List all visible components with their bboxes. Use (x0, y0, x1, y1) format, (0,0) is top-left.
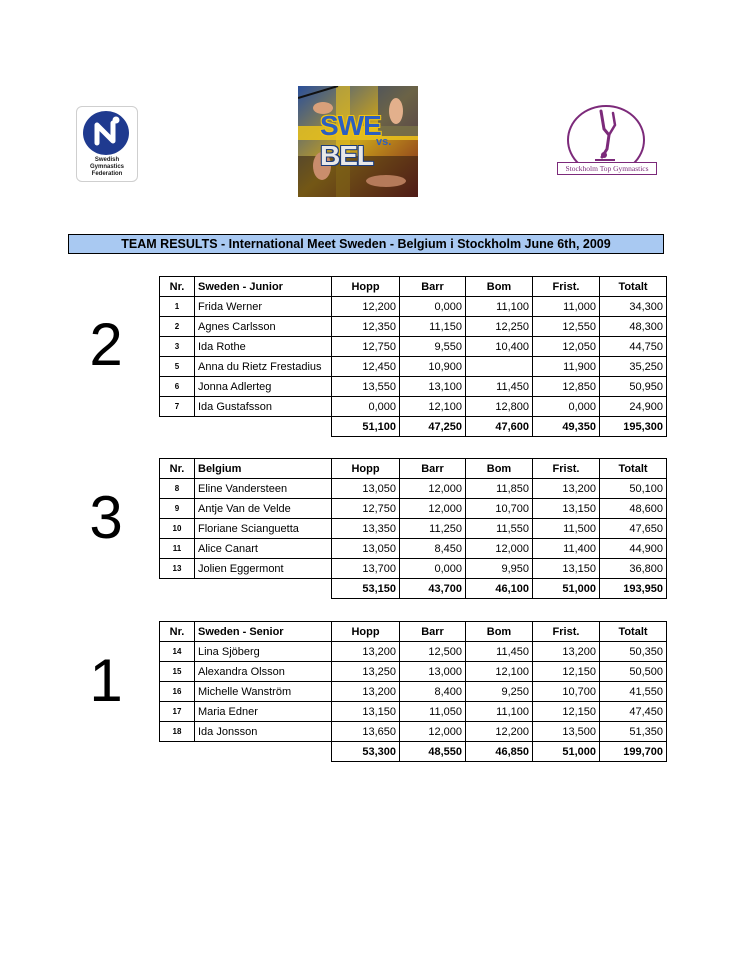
table-row (160, 337, 667, 357)
col-hopp: Hopp (332, 459, 400, 479)
cell-totalt: 50,950 (600, 377, 667, 397)
col-totalt: Totalt (600, 277, 667, 297)
cell-name: Alice Canart (195, 539, 332, 559)
table-header (160, 277, 667, 297)
total-totalt: 193,950 (600, 579, 667, 599)
swe-vs-bel-poster (298, 86, 418, 197)
cell-bom: 11,100 (466, 297, 533, 317)
table-row (160, 539, 667, 559)
cell-frist: 11,000 (533, 297, 600, 317)
table-row (160, 357, 667, 377)
total-hopp: 53,300 (332, 742, 400, 762)
cell-frist: 12,050 (533, 337, 600, 357)
cell-bom: 11,550 (466, 519, 533, 539)
total-hopp: 53,150 (332, 579, 400, 599)
total-bom: 47,600 (466, 417, 533, 437)
cell-totalt: 51,350 (600, 722, 667, 742)
results-table (159, 276, 667, 437)
cell-name: Ida Gustafsson (195, 397, 332, 417)
col-totalt: Totalt (600, 459, 667, 479)
cell-hopp: 13,050 (332, 479, 400, 499)
cell-name: Antje Van de Velde (195, 499, 332, 519)
cell-hopp: 0,000 (332, 397, 400, 417)
cell-hopp: 13,250 (332, 662, 400, 682)
cell-nr: 18 (160, 722, 195, 742)
cell-hopp: 12,350 (332, 317, 400, 337)
poster-swe-text: SWE (320, 110, 381, 141)
cell-bom: 11,100 (466, 702, 533, 722)
cell-hopp: 12,750 (332, 337, 400, 357)
total-barr: 43,700 (400, 579, 466, 599)
cell-totalt: 47,650 (600, 519, 667, 539)
table-row (160, 397, 667, 417)
cell-frist: 13,200 (533, 479, 600, 499)
cell-frist: 10,700 (533, 682, 600, 702)
cell-frist: 13,150 (533, 499, 600, 519)
cell-hopp: 13,200 (332, 642, 400, 662)
col-nr: Nr. (160, 622, 195, 642)
cell-frist: 12,850 (533, 377, 600, 397)
team-name: Sweden - Junior (195, 277, 332, 297)
logo-text-line2: Gymnastics (89, 164, 125, 170)
col-hopp: Hopp (332, 622, 400, 642)
team-name: Sweden - Senior (195, 622, 332, 642)
total-frist: 51,000 (533, 742, 600, 762)
stockholm-top-gymnastics-logo (557, 105, 657, 177)
total-hopp: 51,100 (332, 417, 400, 437)
col-hopp: Hopp (332, 277, 400, 297)
cell-name: Alexandra Olsson (195, 662, 332, 682)
cell-totalt: 48,600 (600, 499, 667, 519)
cell-totalt: 41,550 (600, 682, 667, 702)
cell-barr: 11,250 (400, 519, 466, 539)
table-row (160, 499, 667, 519)
table-row (160, 519, 667, 539)
cell-frist: 12,150 (533, 702, 600, 722)
table-row (160, 642, 667, 662)
cell-name: Floriane Scianguetta (195, 519, 332, 539)
cell-bom: 12,100 (466, 662, 533, 682)
cell-bom: 11,850 (466, 479, 533, 499)
results-table (159, 458, 667, 599)
cell-barr: 0,000 (400, 559, 466, 579)
cell-barr: 12,000 (400, 722, 466, 742)
cell-barr: 13,000 (400, 662, 466, 682)
cell-bom: 12,250 (466, 317, 533, 337)
results-table (159, 621, 667, 762)
poster-bel-text: BEL (320, 140, 373, 171)
cell-totalt: 44,900 (600, 539, 667, 559)
cell-barr: 9,550 (400, 337, 466, 357)
col-nr: Nr. (160, 459, 195, 479)
poster-vs-text: vs. (376, 136, 392, 148)
cell-nr: 8 (160, 479, 195, 499)
col-barr: Barr (400, 622, 466, 642)
cell-barr: 11,050 (400, 702, 466, 722)
cell-nr: 17 (160, 702, 195, 722)
cell-nr: 10 (160, 519, 195, 539)
cell-barr: 13,100 (400, 377, 466, 397)
cell-nr: 6 (160, 377, 195, 397)
col-nr: Nr. (160, 277, 195, 297)
table-row (160, 317, 667, 337)
col-barr: Barr (400, 459, 466, 479)
cell-bom: 10,400 (466, 337, 533, 357)
cell-barr: 12,000 (400, 479, 466, 499)
col-frist: Frist. (533, 459, 600, 479)
total-totalt: 199,700 (600, 742, 667, 762)
cell-barr: 11,150 (400, 317, 466, 337)
cell-bom: 9,950 (466, 559, 533, 579)
cell-totalt: 50,350 (600, 642, 667, 662)
table-row (160, 377, 667, 397)
cell-hopp: 13,150 (332, 702, 400, 722)
totals-row (160, 417, 667, 437)
table-row (160, 702, 667, 722)
cell-barr: 0,000 (400, 297, 466, 317)
cell-nr: 3 (160, 337, 195, 357)
cell-hopp: 13,550 (332, 377, 400, 397)
cell-name: Frida Werner (195, 297, 332, 317)
team-name: Belgium (195, 459, 332, 479)
cell-frist: 11,500 (533, 519, 600, 539)
cell-nr: 14 (160, 642, 195, 662)
cell-frist: 11,900 (533, 357, 600, 377)
cell-bom: 9,250 (466, 682, 533, 702)
team-rank: 1 (89, 647, 123, 714)
cell-nr: 16 (160, 682, 195, 702)
cell-hopp: 13,700 (332, 559, 400, 579)
table-row (160, 682, 667, 702)
cell-name: Anna du Rietz Frestadius (195, 357, 332, 377)
total-frist: 51,000 (533, 579, 600, 599)
cell-hopp: 13,350 (332, 519, 400, 539)
cell-frist: 13,200 (533, 642, 600, 662)
logo-text-line3: Federation (91, 171, 123, 177)
total-bom: 46,850 (466, 742, 533, 762)
cell-frist: 12,550 (533, 317, 600, 337)
cell-barr: 12,000 (400, 499, 466, 519)
cell-totalt: 47,450 (600, 702, 667, 722)
cell-frist: 12,150 (533, 662, 600, 682)
logo-emblem (83, 111, 129, 155)
cell-nr: 13 (160, 559, 195, 579)
total-barr: 48,550 (400, 742, 466, 762)
cell-barr: 12,500 (400, 642, 466, 662)
cell-totalt: 35,250 (600, 357, 667, 377)
swedish-gymnastics-federation-logo (76, 106, 138, 182)
cell-nr: 2 (160, 317, 195, 337)
cell-totalt: 48,300 (600, 317, 667, 337)
cell-barr: 8,400 (400, 682, 466, 702)
total-frist: 49,350 (533, 417, 600, 437)
page-title: TEAM RESULTS - International Meet Sweden - Belgium i Stockholm June 6th, 2009 (68, 234, 664, 254)
col-bom: Bom (466, 277, 533, 297)
logo-name: Stockholm Top Gymnastics (557, 162, 657, 175)
gymnast-n-icon (83, 111, 129, 155)
col-frist: Frist. (533, 277, 600, 297)
cell-name: Lina Sjöberg (195, 642, 332, 662)
col-bom: Bom (466, 622, 533, 642)
cell-frist: 13,500 (533, 722, 600, 742)
col-barr: Barr (400, 277, 466, 297)
cell-name: Jonna Adlerteg (195, 377, 332, 397)
cell-totalt: 24,900 (600, 397, 667, 417)
table-row (160, 479, 667, 499)
col-bom: Bom (466, 459, 533, 479)
totals-row (160, 742, 667, 762)
cell-totalt: 50,100 (600, 479, 667, 499)
cell-nr: 5 (160, 357, 195, 377)
cell-bom: 12,200 (466, 722, 533, 742)
col-frist: Frist. (533, 622, 600, 642)
logo-text-line1: Swedish (94, 157, 120, 163)
handstand-gymnast-icon (557, 105, 657, 165)
cell-barr: 12,100 (400, 397, 466, 417)
cell-nr: 1 (160, 297, 195, 317)
table-row (160, 722, 667, 742)
table-row (160, 662, 667, 682)
cell-barr: 10,900 (400, 357, 466, 377)
cell-bom: 12,800 (466, 397, 533, 417)
cell-hopp: 12,450 (332, 357, 400, 377)
cell-hopp: 13,050 (332, 539, 400, 559)
cell-hopp: 12,200 (332, 297, 400, 317)
total-barr: 47,250 (400, 417, 466, 437)
cell-hopp: 13,650 (332, 722, 400, 742)
cell-totalt: 50,500 (600, 662, 667, 682)
total-totalt: 195,300 (600, 417, 667, 437)
cell-frist: 0,000 (533, 397, 600, 417)
totals-row (160, 579, 667, 599)
cell-name: Eline Vandersteen (195, 479, 332, 499)
table-row (160, 559, 667, 579)
cell-barr: 8,450 (400, 539, 466, 559)
cell-name: Ida Jonsson (195, 722, 332, 742)
cell-nr: 9 (160, 499, 195, 519)
team-rank: 2 (89, 311, 123, 378)
cell-frist: 11,400 (533, 539, 600, 559)
cell-name: Maria Edner (195, 702, 332, 722)
cell-bom: 11,450 (466, 377, 533, 397)
cell-totalt: 34,300 (600, 297, 667, 317)
cell-name: Agnes Carlsson (195, 317, 332, 337)
cell-bom (466, 357, 533, 377)
cell-nr: 7 (160, 397, 195, 417)
col-totalt: Totalt (600, 622, 667, 642)
table-header (160, 622, 667, 642)
cell-bom: 12,000 (466, 539, 533, 559)
table-header (160, 459, 667, 479)
cell-hopp: 12,750 (332, 499, 400, 519)
cell-bom: 11,450 (466, 642, 533, 662)
cell-hopp: 13,200 (332, 682, 400, 702)
cell-frist: 13,150 (533, 559, 600, 579)
cell-name: Michelle Wanström (195, 682, 332, 702)
cell-name: Ida Rothe (195, 337, 332, 357)
cell-nr: 15 (160, 662, 195, 682)
cell-bom: 10,700 (466, 499, 533, 519)
total-bom: 46,100 (466, 579, 533, 599)
table-row (160, 297, 667, 317)
cell-totalt: 44,750 (600, 337, 667, 357)
cell-totalt: 36,800 (600, 559, 667, 579)
team-rank: 3 (89, 484, 123, 551)
cell-name: Jolien Eggermont (195, 559, 332, 579)
cell-nr: 11 (160, 539, 195, 559)
